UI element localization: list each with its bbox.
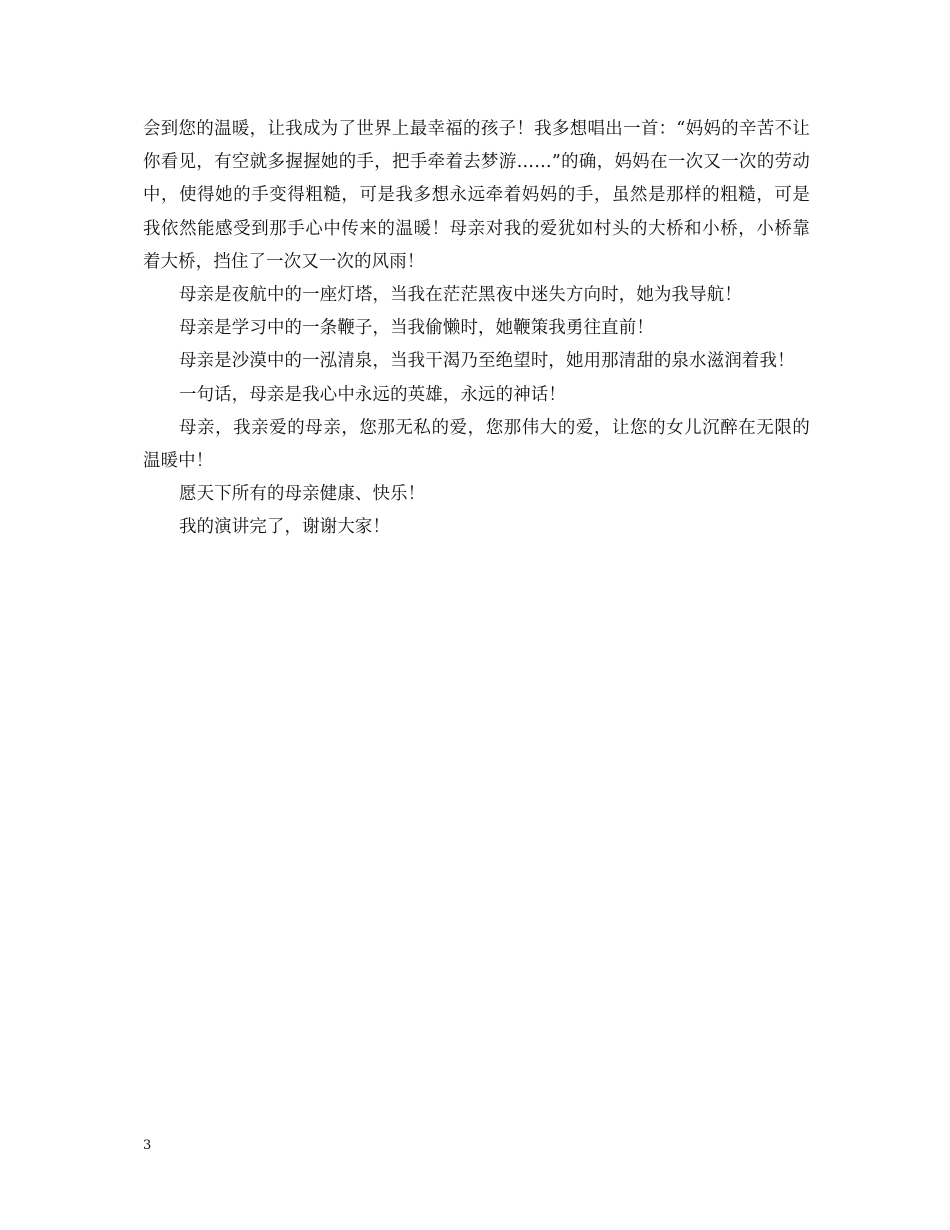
paragraph-love: 母亲，我亲爱的母亲，您那无私的爱，您那伟大的爱，让您的女儿沉醉在无限的温暖中！ <box>143 417 810 472</box>
paragraph-continuation: 会到您的温暖，让我成为了世界上最幸福的孩子！我多想唱出一首：“妈妈的辛苦不让你看见，有空就多握握她的手，把手牵着去梦游……”的确，妈妈在一次又一次的劳动中，使得她的手变得粗糙，可是我多想永远牵着妈妈的手，虽然是那样的粗糙，可是我依然能感受到那手心中传来的温暖！母亲对我的爱犹如村头的大桥和小桥，小桥靠着大桥，挡住了一次又一次的风雨！ <box>143 119 810 272</box>
paragraph-lighthouse: 母亲是夜航中的一座灯塔，当我在茫茫黑夜中迷失方向时，她为我导航！ <box>179 285 742 306</box>
speech-body <box>143 113 810 545</box>
paragraph-hero: 一句话，母亲是我心中永远的英雄，永远的神话！ <box>179 384 566 405</box>
paragraph-spring: 母亲是沙漠中的一泓清泉，当我干渴乃至绝望时，她用那清甜的泉水滋润着我！ <box>179 351 795 372</box>
paragraph-whip: 母亲是学习中的一条鞭子，当我偷懒时，她鞭策我勇往直前！ <box>179 318 654 339</box>
paragraph-closing: 我的演讲完了，谢谢大家！ <box>179 517 391 538</box>
paragraph-wish: 愿天下所有的母亲健康、快乐！ <box>179 484 426 505</box>
page-number: 3 <box>143 1138 152 1153</box>
